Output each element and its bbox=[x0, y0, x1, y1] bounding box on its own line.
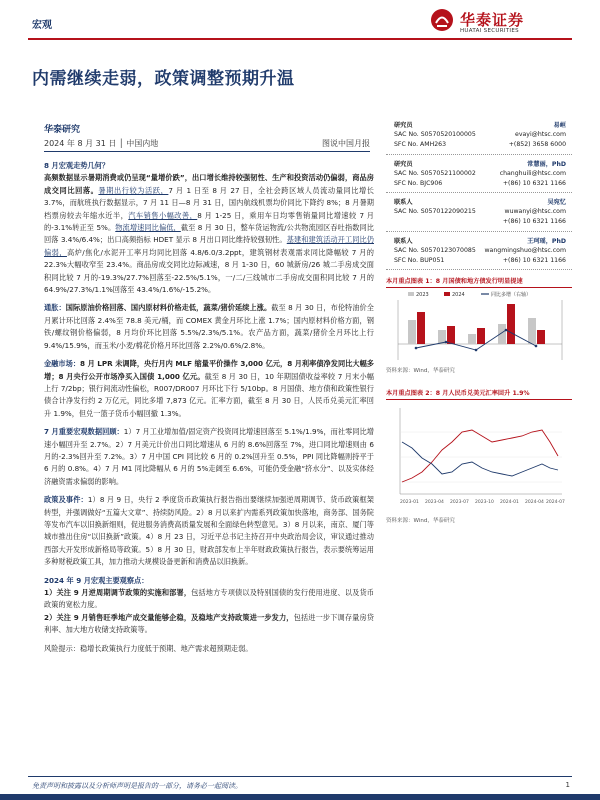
bar bbox=[468, 334, 476, 344]
report-title: 内需继续走弱，政策调整预期升温 bbox=[32, 69, 295, 89]
header-divider bbox=[28, 38, 572, 40]
point bbox=[415, 347, 418, 350]
bar bbox=[447, 326, 455, 344]
research-label: 华泰研究 bbox=[44, 125, 81, 135]
x-tick-label: 2023-07 bbox=[450, 500, 469, 505]
point bbox=[475, 349, 478, 352]
x-tick-label: 2024-07 bbox=[546, 500, 565, 505]
report-body bbox=[44, 160, 374, 655]
page-number: 1 bbox=[565, 781, 570, 789]
bar bbox=[417, 312, 425, 344]
report-category: 宏观 bbox=[32, 20, 52, 31]
analyst-card: 联系人 吴宛忆 SAC No. S0570122090215 wuwanyi@htsc.com +(86) 10 6321 1166 bbox=[386, 193, 572, 232]
paragraph-inflation: 通胀：国际原油价格回落、国内原材料价格走低，蔬菜/猪价延续上涨。截至 8 月 30 日，布伦特油价全月累计环比回落 2.4%至 78.8 美元/桶，而 COMEX 黄金月环比上涨 1.7%；国内原材料价格方面，钢铁/螺纹钢价格偏弱，8 月均价环比回落 5.5%/2.3%/5.1%。农产品方面，蔬菜/猪价全月环比上行 9.4%/15.9%，而玉米/小麦/棉花价格月环比回落 2.2%/0.6%/2.8%。 bbox=[44, 303, 374, 350]
broker-logo bbox=[430, 8, 570, 34]
point bbox=[505, 329, 508, 332]
series-line-basket bbox=[402, 442, 558, 476]
risk-warning: 风险提示：稳增长政策执行力度低于预期、地产需求超预期走弱。 bbox=[44, 643, 253, 653]
chart1-rule bbox=[386, 287, 572, 288]
disclaimer: 免责声明和披露以及分析师声明是报告的一部分，请务必一起阅读。 bbox=[32, 782, 242, 790]
chart1-svg bbox=[386, 290, 572, 364]
analyst-list bbox=[386, 116, 572, 270]
bar bbox=[477, 328, 485, 344]
report-series: 图说中国月报 bbox=[322, 139, 370, 148]
x-tick-label: 2024-04 bbox=[525, 500, 544, 505]
analyst-card: 研究员 易峘 SAC No. S0570520100005 SFC No. AMH263 evayi@htsc.com +(852) 3658 6000 bbox=[386, 116, 572, 155]
analyst-email[interactable]: wangmingshuo@htsc.com bbox=[484, 246, 566, 254]
legend-swatch-2024 bbox=[444, 292, 450, 296]
bar bbox=[528, 318, 536, 344]
chart2-figure bbox=[386, 402, 572, 512]
x-tick-label: 2023-01 bbox=[400, 500, 419, 505]
bottom-bar bbox=[0, 794, 600, 800]
chart2-rule bbox=[386, 399, 572, 400]
chart1-figure bbox=[386, 290, 572, 364]
paragraph-policy: 政策及事件：1）8 月 9 日，央行 2 季度货币政策执行报告指出要继续加强逆周期调节、货币政策框架转型，并强调做好“五篇大文章”、持续防风险。2）8 月以来扩内需系列政策加快落地，商务部、国务院等发布汽车以旧换新细则，促进服务消费高质量发展和全面绿色转型意见。3）8 月以来，南京、厦门等城市推出住房“以旧换新”政策。4）8 月 23 日，习近平总书记主持召开中央政治局会议，审议通过推动西部大开发形成新格局等政策。5）8 月 30 日，财政部发布上半年财政政策执行报告，表示要统筹运用多种财税政策工具，加力推动大规模设备更新和消费品以旧换新。 bbox=[44, 495, 374, 567]
report-meta bbox=[44, 138, 370, 149]
bar bbox=[537, 330, 545, 344]
report-date-region: 2024 年 8 月 31 日 │ 中国内地 bbox=[44, 139, 159, 148]
x-tick-label: 2024-01 bbox=[500, 500, 519, 505]
paragraph-data-review: 7 月重要宏观数据回顾：1）7 月工业增加值/固定资产投资同比增速回落至 5.1%/1.9%，而社零同比增速小幅回升至 2.7%。2）7 月美元计价出口同比增速从 6 月的 8.6%回落至 7%，进口同比增速则由 6 月的-2.3%回升至 7.2%。3）7 月中国 CPI 同比较 6 月的 0.2%回升至 0.5%，PPI 同比降幅则持平于 6 月的 0.8%。4）7 月 M1 同比降幅从 6 月的 5%走阔至 6.6%，可能仍受金融“挤水分”、以及实体经济融资需求偏弱的影响。 bbox=[44, 427, 374, 486]
section-heading: 2024 年 9 月宏观主要观察点： bbox=[44, 575, 149, 585]
point bbox=[445, 341, 448, 344]
meta-divider bbox=[44, 151, 370, 152]
x-tick-label: 2023-04 bbox=[425, 500, 444, 505]
observation-2: 2）关注 9 月销售旺季地产成交量能够企稳，及稳地产支持政策进一步发力，包括进一步下调存量房贷利率、加大地方收储支持政策等。 bbox=[44, 612, 374, 635]
analyst-email[interactable]: wuwanyi@htsc.com bbox=[504, 208, 566, 215]
legend-label-line: 同比多增（右轴） bbox=[491, 292, 532, 298]
logo-chinese: 华泰证券 bbox=[460, 11, 525, 29]
chart2-title: 本月重点图表 2：8 月人民币兑美元汇率回升 1.9% bbox=[386, 390, 530, 397]
observation-1: 1）关注 9 月逆周期调节政策的实施和部署，包括地方专项债以及特别国债的发行使用进度、以及货币政策的宽松力度。 bbox=[44, 588, 374, 610]
footer-divider bbox=[28, 776, 572, 777]
bar bbox=[507, 304, 515, 344]
legend-label-2024: 2024 bbox=[452, 292, 465, 298]
section-heading: 8 月宏观走势几何？ bbox=[44, 161, 110, 170]
analyst-email[interactable]: changhuili@htsc.com bbox=[499, 169, 566, 177]
legend-swatch-2023 bbox=[408, 292, 414, 296]
bar bbox=[408, 320, 416, 344]
paragraph-financial-markets: 金融市场：8 月 LPR 未调降，央行月内 MLF 缩量平价操作 3,000 亿元，8 月利率债净发同比大幅多增；8 月央行公开市场净买入国债 1,000 亿元。截至 8 月 30 日，10 年期国债收益率较 7 月末小幅上行 7/2bp；银行间流动性偏松，R007/DR007 月环比下行 5/10bp。8 月国债、地方债和政策性银行债合计净发行约 2 万亿元，同比多增 7,873 亿元。汇率方面，截至 8 月 30 日，人民币兑美元汇率回升 1.9%，但兑一篮子货币小幅回撤 1.3%。 bbox=[44, 359, 374, 418]
huatai-logo-icon bbox=[430, 8, 454, 32]
chart2-source: 资料来源：Wind，华泰研究 bbox=[386, 518, 455, 524]
chart2-svg bbox=[386, 402, 572, 512]
analyst-card: 联系人 王珂瑶，PhD SAC No. S0570123070085 SFC No. BUP051 wangmingshuo@htsc.com +(86) 10 6321 1166 bbox=[386, 232, 572, 271]
logo-english: HUATAI SECURITIES bbox=[460, 28, 519, 34]
analyst-card: 研究员 常慧丽，PhD SAC No. S0570521100002 SFC No. BJC906 changhuili@htsc.com +(86) 10 6321 1166 bbox=[386, 155, 572, 194]
point bbox=[535, 345, 538, 348]
x-tick-label: 2023-10 bbox=[475, 500, 494, 505]
chart1-title: 本月重点图表 1：8 月国债和地方债发行明显提速 bbox=[386, 278, 523, 285]
paragraph-activity: 高频数据显示暑期消费或仍呈现“量增价跌”，出口增长维持较强韧性、生产和投资活动仍偏弱，商品房成交同比回落。暑期出行较为活跃，7 月 1 日至 8 月 27 日，全社会跨区域人员流动量同比增长 3.7%，而航班执行数据显示，7 月 11 日—8 月 31 日，国内航线机票均价同比下降约 8%；8 月暑期档票房较去年缩水近半，汽车销售小幅改善，8 月 1-25 日，乘用车日均零售销量同比增速较 7 月的-3.1%转正至 5%。物流增速同比偏低，截至 8 月 30 日，整车货运物流/公共物流园区吞吐指数同比回落 3.4%/6.4%；出口高频指标 HDET 显示 8 月出口同比维持较强韧性。基建和建筑活动开工同比仍偏弱，高炉/焦化/水泥开工率月均同比回落 4.8/6.0/3.2ppt，建筑钢材表观需求同比降幅较 7 月的 22.3%大幅收窄至 23.4%。商品房成交同比边际减速，8 月 1-30 日，60 城新房/26 城二手房成交面积同比较 7 月的-19.3%/27.7%回落至-22.5%/5.1%，一/二/三线城市二手房成交面积同比较 7 月的 64.9%/27.3%/1.1%回落至 43.4%/1.6%/-15.2%。 bbox=[44, 173, 374, 295]
chart1-source: 资料来源：Wind，华泰研究 bbox=[386, 368, 455, 374]
analyst-email[interactable]: evayi@htsc.com bbox=[515, 131, 566, 138]
series-line-cny bbox=[402, 430, 558, 482]
legend-label-2023: 2023 bbox=[416, 292, 429, 298]
